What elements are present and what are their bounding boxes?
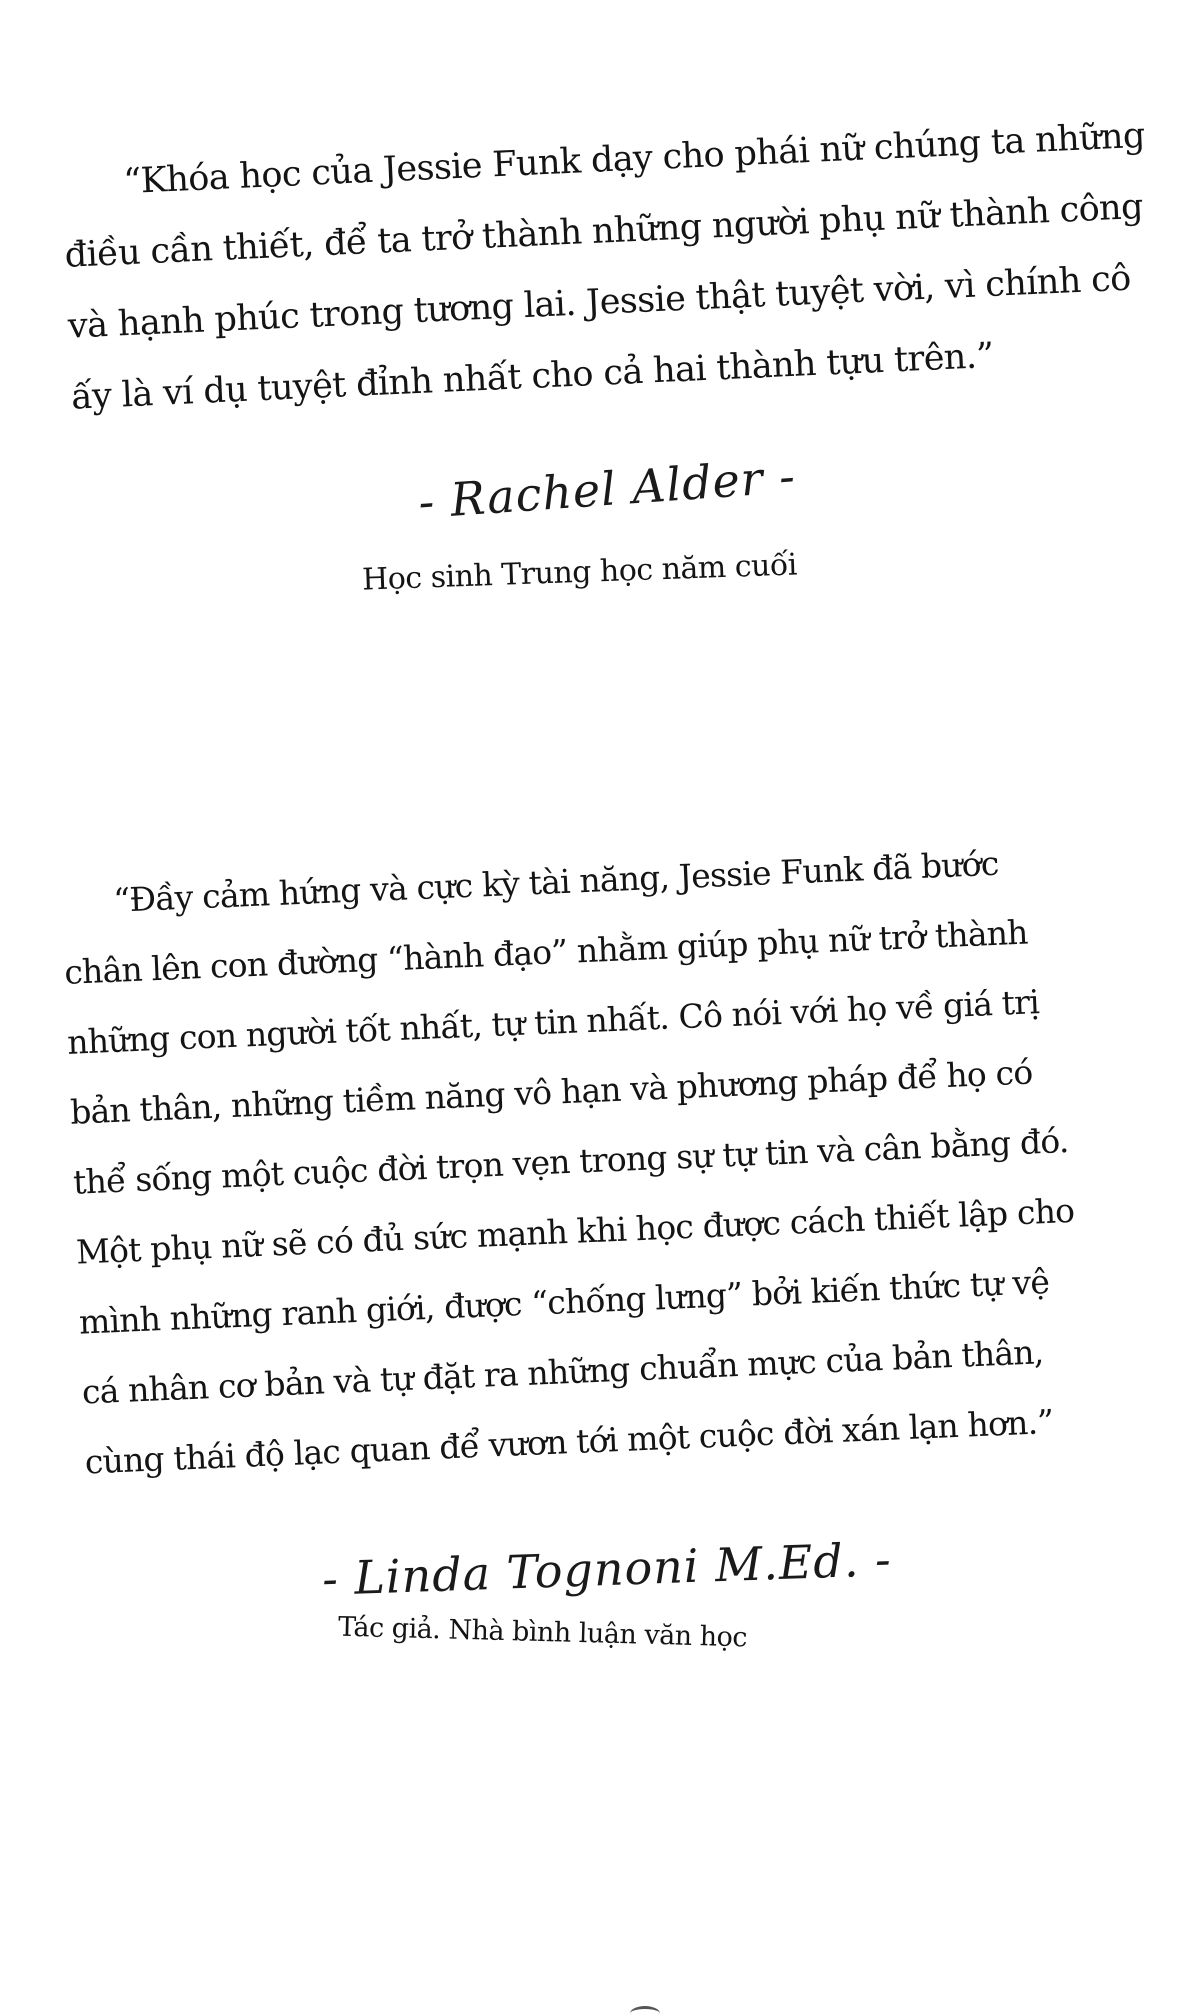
quote-line: cá nhân cơ bản và tự đặt ra những chuẩn mực của bản thân, [81, 1332, 1045, 1412]
testimonial-quote [60, 101, 1152, 434]
signature: - Rachel Alder - [416, 448, 798, 530]
quote-line: ấy là ví dụ tuyệt đỉnh nhất cho cả hai thành tựu trên.” [70, 335, 995, 418]
quote-line: và hạnh phúc trong tương lai. Jessie thật tuyệt vời, vì chính cô [67, 258, 1132, 347]
quote-line: “Đầy cảm hứng và cực kỳ tài năng, Jessie Funk đã bước [112, 843, 1000, 920]
author-affiliation: Học sinh Trung học năm cuối [361, 547, 798, 598]
page-ornament [630, 2006, 660, 2016]
quote-line: những con người tốt nhất, tự tin nhất. Cô nói với họ về giá trị [66, 982, 1040, 1062]
quote-line: mình những ranh giới, được “chống lưng” bởi kiến thức tự vệ [78, 1261, 1050, 1342]
quote-line: thể sống một cuộc đời trọn vẹn trong sự tự tin và cân bằng đó. [72, 1121, 1070, 1202]
testimonial-quote [60, 823, 1165, 1498]
quote-line: “Khóa học của Jessie Funk dạy cho phái nữ chúng ta những [122, 115, 1146, 203]
quote-line: chân lên con đường “hành đạo” nhằm giúp phụ nữ trở thành [63, 912, 1029, 992]
quote-line: cùng thái độ lạc quan để vươn tới một cuộc đời xán lạn hơn.” [84, 1401, 1055, 1482]
quote-line: bản thân, những tiềm năng vô hạn và phương pháp để họ có [69, 1052, 1034, 1132]
signature: - Linda Tognoni M.Ed. - [321, 1532, 893, 1606]
author-affiliation: Tác giả. Nhà bình luận văn học [337, 1611, 748, 1654]
quote-line: Một phụ nữ sẽ có đủ sức mạnh khi học được cách thiết lập cho [75, 1190, 1075, 1272]
quote-line: điều cần thiết, để ta trở thành những người phụ nữ thành công [63, 186, 1144, 276]
